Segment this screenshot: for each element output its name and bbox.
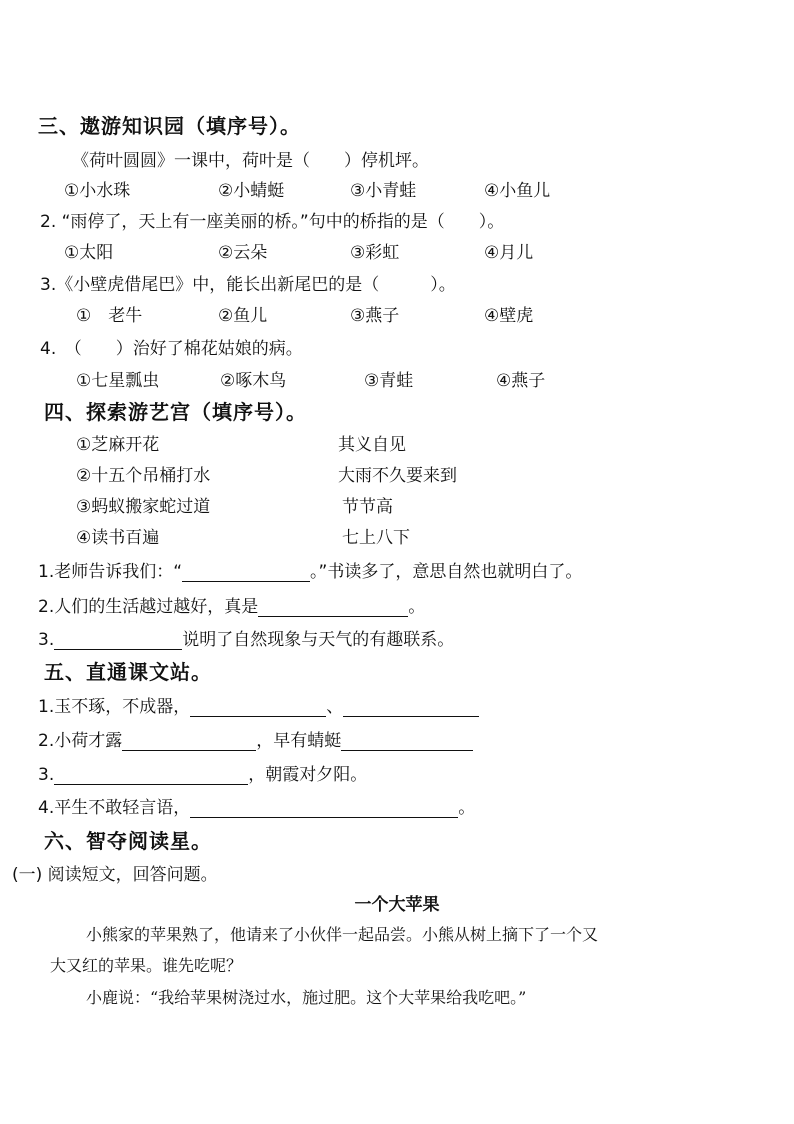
s5-q2-prefix: 2.小荷才露 (38, 731, 123, 751)
s3-q4-option-4: ④燕子 (496, 371, 546, 391)
s5-q3 (38, 760, 367, 785)
s4-q1-prefix: 1.老师告诉我们：“ (38, 562, 183, 582)
s5-q3-blank[interactable] (54, 766, 248, 785)
s5-q2 (38, 726, 473, 751)
s3-q3-option-3: ③燕子 (350, 306, 400, 326)
s4-q1 (38, 557, 582, 582)
s3-q4-option-3: ③青蛙 (364, 371, 414, 391)
s4-left-item-1: ①芝麻开花 (76, 435, 160, 455)
s3-q2-option-1: ①太阳 (64, 243, 114, 263)
s3-q1-option-2: ②小蜻蜓 (218, 181, 285, 201)
s3-q4-option-2: ②啄木鸟 (220, 371, 287, 391)
section-3-heading: 三、遨游知识园（填序号）。 (38, 114, 301, 138)
passage-title: 一个大苹果 (354, 895, 440, 915)
s5-q3-prefix: 3. (38, 765, 55, 785)
s6-subheading: (一) 阅读短文，回答问题。 (12, 865, 218, 885)
s3-q2-option-2: ②云朵 (218, 243, 268, 263)
s4-q2-prefix: 2.人们的生活越过越好，真是 (38, 597, 259, 617)
s4-left-item-4: ④读书百遍 (76, 528, 160, 548)
s5-q4-prefix: 4.平生不敢轻言语， (38, 798, 191, 818)
s4-left-item-2: ②十五个吊桶打水 (76, 466, 211, 486)
s3-q3-option-1: ① 老牛 (76, 306, 143, 326)
s4-right-item-3: 节节高 (342, 497, 393, 517)
s3-q1-text: 《荷叶圆圆》一课中，荷叶是（ ）停机坪。 (72, 151, 429, 171)
s3-q2-option-4: ④月儿 (484, 243, 534, 263)
s4-q3 (38, 625, 454, 650)
passage-paragraph-1-line-2: 大又红的苹果。谁先吃呢？ (50, 956, 243, 975)
s3-q1-option-1: ①小水珠 (64, 181, 131, 201)
s5-q1-blank-1[interactable] (190, 698, 326, 717)
s5-q2-blank-1[interactable] (122, 732, 256, 751)
s5-q3-suffix: ，朝霞对夕阳。 (248, 765, 368, 785)
s5-q1-separator: 、 (326, 697, 344, 717)
s5-q2-middle: ，早有蜻蜓 (256, 731, 342, 751)
s3-q2-text: 2. “雨停了，天上有一座美丽的桥。”句中的桥指的是（ ）。 (40, 212, 505, 232)
s5-q1 (38, 692, 479, 717)
s4-right-item-1: 其义自见 (338, 435, 406, 455)
s3-q4-option-1: ①七星瓢虫 (76, 371, 160, 391)
s5-q4 (38, 793, 475, 818)
s4-right-item-2: 大雨不久要来到 (338, 466, 457, 486)
s3-q3-option-4: ④壁虎 (484, 306, 534, 326)
s4-q1-blank[interactable] (182, 563, 310, 582)
section-5-heading: 五、直通课文站。 (44, 660, 212, 684)
s3-q3-option-2: ②鱼儿 (218, 306, 268, 326)
s3-q1-option-4: ④小鱼儿 (484, 181, 551, 201)
s3-q2-option-3: ③彩虹 (350, 243, 400, 263)
s4-right-item-4: 七上八下 (342, 528, 410, 548)
s4-q2-suffix: 。 (408, 597, 426, 617)
s5-q4-suffix: 。 (458, 798, 476, 818)
s4-q3-prefix: 3. (38, 630, 55, 650)
s5-q1-prefix: 1.玉不琢，不成器， (38, 697, 191, 717)
s4-q2-blank[interactable] (258, 598, 408, 617)
s4-q3-suffix: 说明了自然现象与天气的有趣联系。 (182, 630, 455, 650)
s5-q2-blank-2[interactable] (341, 732, 473, 751)
s5-q1-blank-2[interactable] (343, 698, 479, 717)
s3-q1-option-3: ③小青蛙 (350, 181, 417, 201)
s5-q4-blank[interactable] (190, 799, 458, 818)
s3-q4-text: 4. （ ）治好了棉花姑娘的病。 (40, 339, 303, 359)
s4-q2 (38, 592, 425, 617)
s4-q3-blank[interactable] (54, 631, 182, 650)
s4-q1-suffix: 。”书读多了，意思自然也就明白了。 (310, 562, 583, 582)
passage-paragraph-1-line-1: 小熊家的苹果熟了，他请来了小伙伴一起品尝。小熊从树上摘下了一个又 (86, 925, 599, 944)
s3-q3-text: 3.《小壁虎借尾巴》中，能长出新尾巴的是（ ）。 (40, 275, 456, 295)
s4-left-item-3: ③蚂蚁搬家蛇过道 (76, 497, 211, 517)
section-4-heading: 四、探索游艺宫（填序号）。 (44, 400, 307, 424)
section-6-heading: 六、智夺阅读星。 (44, 829, 212, 853)
passage-paragraph-2: 小鹿说：“我给苹果树浇过水，施过肥。这个大苹果给我吃吧。” (86, 988, 527, 1007)
